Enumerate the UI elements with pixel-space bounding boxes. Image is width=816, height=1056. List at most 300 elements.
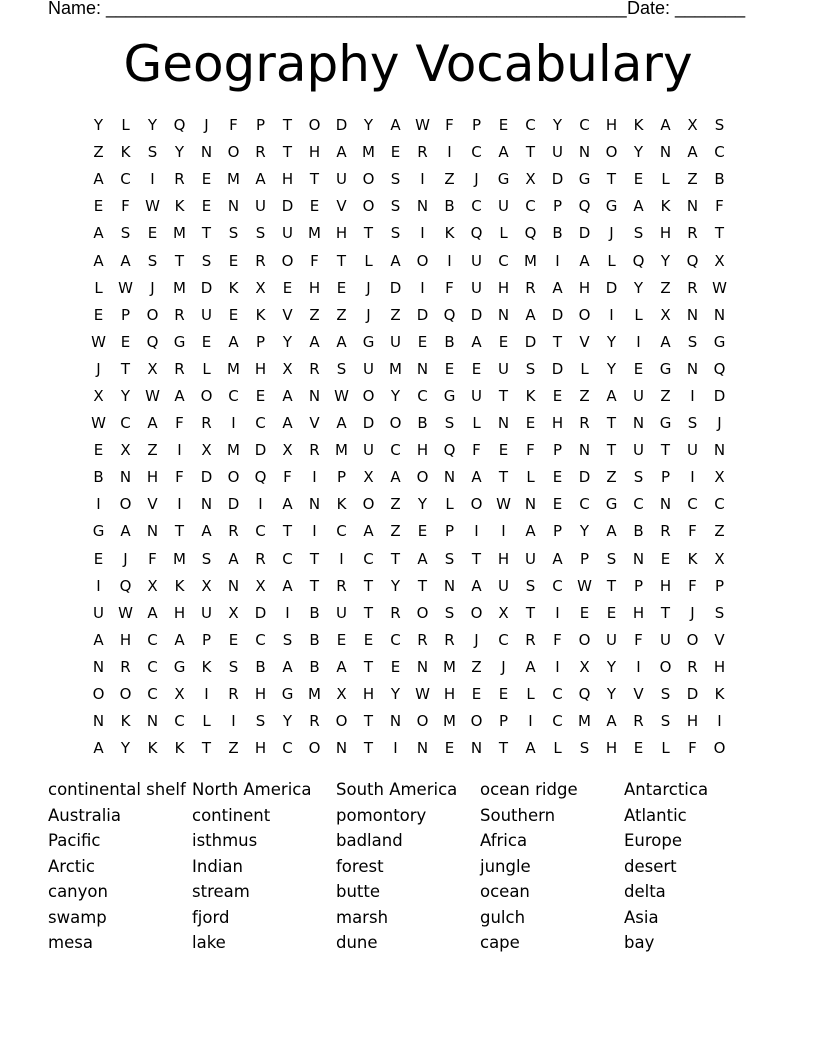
grid-letter[interactable]: I bbox=[204, 685, 209, 704]
grid-letter[interactable]: U bbox=[201, 305, 212, 324]
grid-letter[interactable]: D bbox=[200, 278, 213, 297]
grid-letter[interactable]: M bbox=[389, 359, 402, 378]
grid-letter[interactable]: M bbox=[173, 224, 186, 243]
grid-letter[interactable]: C bbox=[579, 495, 590, 514]
grid-letter[interactable]: U bbox=[606, 630, 617, 649]
grid-letter[interactable]: I bbox=[420, 170, 425, 189]
grid-letter[interactable]: G bbox=[362, 332, 375, 351]
grid-letter[interactable]: A bbox=[282, 495, 293, 514]
grid-letter[interactable]: F bbox=[175, 414, 184, 433]
grid-letter[interactable]: Z bbox=[336, 305, 347, 324]
grid-letter[interactable]: X bbox=[714, 468, 725, 487]
grid-letter[interactable]: F bbox=[553, 630, 562, 649]
grid-letter[interactable]: Y bbox=[633, 143, 644, 162]
grid-letter[interactable]: S bbox=[201, 549, 212, 568]
grid-letter[interactable]: N bbox=[632, 549, 645, 568]
grid-letter[interactable]: S bbox=[714, 603, 725, 622]
grid-letter[interactable]: D bbox=[254, 603, 267, 622]
grid-letter[interactable]: C bbox=[147, 685, 158, 704]
grid-letter[interactable]: H bbox=[713, 657, 726, 676]
grid-letter[interactable]: A bbox=[390, 251, 401, 270]
grid-letter[interactable]: P bbox=[201, 630, 212, 649]
grid-letter[interactable]: L bbox=[661, 739, 670, 758]
grid-letter[interactable]: S bbox=[444, 549, 455, 568]
grid-letter[interactable]: E bbox=[498, 116, 509, 135]
grid-letter[interactable]: T bbox=[201, 739, 212, 758]
grid-letter[interactable]: N bbox=[335, 739, 348, 758]
grid-letter[interactable]: E bbox=[552, 495, 563, 514]
grid-letter[interactable]: P bbox=[471, 116, 482, 135]
grid-letter[interactable]: R bbox=[417, 630, 428, 649]
grid-letter[interactable]: T bbox=[498, 739, 509, 758]
grid-letter[interactable]: X bbox=[579, 657, 590, 676]
grid-letter[interactable]: W bbox=[91, 414, 106, 433]
name-field[interactable]: Name: ____________________________________________________ bbox=[48, 0, 627, 18]
grid-letter[interactable]: J bbox=[366, 278, 371, 297]
grid-letter[interactable]: O bbox=[686, 630, 699, 649]
grid-letter[interactable]: D bbox=[389, 278, 402, 297]
grid-letter[interactable]: P bbox=[552, 441, 563, 460]
grid-letter[interactable]: A bbox=[525, 305, 536, 324]
grid-letter[interactable]: R bbox=[255, 549, 266, 568]
grid-letter[interactable]: H bbox=[254, 739, 267, 758]
grid-letter[interactable]: O bbox=[362, 170, 375, 189]
grid-letter[interactable]: A bbox=[552, 278, 563, 297]
grid-letter[interactable]: R bbox=[579, 414, 590, 433]
grid-letter[interactable]: Y bbox=[660, 251, 671, 270]
grid-letter[interactable]: T bbox=[174, 522, 185, 541]
grid-letter[interactable]: U bbox=[660, 630, 671, 649]
grid-letter[interactable]: A bbox=[471, 332, 482, 351]
grid-letter[interactable]: O bbox=[308, 116, 321, 135]
grid-letter[interactable]: N bbox=[659, 495, 672, 514]
grid-letter[interactable]: H bbox=[605, 739, 618, 758]
grid-letter[interactable]: U bbox=[336, 603, 347, 622]
grid-letter[interactable]: Q bbox=[470, 224, 483, 243]
grid-letter[interactable]: X bbox=[363, 468, 374, 487]
grid-letter[interactable]: B bbox=[309, 630, 320, 649]
grid-letter[interactable]: E bbox=[471, 685, 482, 704]
grid-letter[interactable]: F bbox=[445, 278, 454, 297]
grid-letter[interactable]: I bbox=[339, 549, 344, 568]
grid-letter[interactable]: S bbox=[660, 712, 671, 731]
grid-letter[interactable]: S bbox=[228, 224, 239, 243]
grid-letter[interactable]: N bbox=[713, 305, 726, 324]
grid-letter[interactable]: U bbox=[471, 251, 482, 270]
grid-letter[interactable]: K bbox=[714, 685, 725, 704]
grid-letter[interactable]: H bbox=[551, 414, 564, 433]
grid-letter[interactable]: Z bbox=[606, 468, 617, 487]
grid-letter[interactable]: E bbox=[336, 630, 347, 649]
grid-letter[interactable]: O bbox=[416, 251, 429, 270]
grid-letter[interactable]: H bbox=[119, 630, 132, 649]
grid-letter[interactable]: E bbox=[390, 657, 401, 676]
grid-letter[interactable]: N bbox=[146, 712, 159, 731]
grid-letter[interactable]: G bbox=[173, 657, 186, 676]
grid-letter[interactable]: Z bbox=[228, 739, 239, 758]
grid-letter[interactable]: I bbox=[609, 305, 614, 324]
grid-letter[interactable]: E bbox=[633, 170, 644, 189]
grid-letter[interactable]: A bbox=[525, 739, 536, 758]
grid-letter[interactable]: A bbox=[336, 657, 347, 676]
grid-letter[interactable]: B bbox=[444, 197, 455, 216]
grid-letter[interactable]: H bbox=[254, 359, 267, 378]
grid-letter[interactable]: E bbox=[93, 305, 104, 324]
grid-letter[interactable]: A bbox=[309, 332, 320, 351]
grid-letter[interactable]: A bbox=[255, 170, 266, 189]
grid-letter[interactable]: I bbox=[447, 251, 452, 270]
grid-letter[interactable]: O bbox=[119, 495, 132, 514]
grid-letter[interactable]: A bbox=[93, 224, 104, 243]
grid-letter[interactable]: A bbox=[417, 549, 428, 568]
grid-letter[interactable]: T bbox=[660, 441, 671, 460]
grid-letter[interactable]: S bbox=[255, 224, 266, 243]
grid-letter[interactable]: H bbox=[686, 712, 699, 731]
grid-letter[interactable]: P bbox=[552, 522, 563, 541]
grid-letter[interactable]: O bbox=[227, 143, 240, 162]
grid-letter[interactable]: L bbox=[472, 414, 481, 433]
grid-letter[interactable]: Q bbox=[443, 441, 456, 460]
grid-letter[interactable]: Y bbox=[147, 116, 158, 135]
grid-letter[interactable]: I bbox=[177, 495, 182, 514]
grid-letter[interactable]: H bbox=[605, 116, 618, 135]
grid-letter[interactable]: B bbox=[309, 603, 320, 622]
grid-letter[interactable]: T bbox=[606, 576, 617, 595]
grid-letter[interactable]: N bbox=[416, 657, 429, 676]
grid-letter[interactable]: E bbox=[228, 305, 239, 324]
grid-letter[interactable]: N bbox=[578, 441, 591, 460]
grid-letter[interactable]: A bbox=[201, 522, 212, 541]
grid-letter[interactable]: J bbox=[150, 278, 155, 297]
grid-letter[interactable]: T bbox=[606, 441, 617, 460]
grid-letter[interactable]: S bbox=[390, 170, 401, 189]
grid-letter[interactable]: G bbox=[443, 386, 456, 405]
grid-letter[interactable]: G bbox=[659, 359, 672, 378]
grid-letter[interactable]: N bbox=[227, 197, 240, 216]
grid-letter[interactable]: M bbox=[173, 549, 186, 568]
grid-letter[interactable]: Q bbox=[443, 305, 456, 324]
grid-letter[interactable]: K bbox=[687, 549, 698, 568]
grid-letter[interactable]: C bbox=[282, 739, 293, 758]
grid-letter[interactable]: C bbox=[255, 522, 266, 541]
grid-letter[interactable]: R bbox=[687, 657, 698, 676]
grid-letter[interactable]: Y bbox=[390, 386, 401, 405]
grid-letter[interactable]: F bbox=[229, 116, 238, 135]
grid-letter[interactable]: I bbox=[555, 657, 560, 676]
grid-letter[interactable]: P bbox=[255, 332, 266, 351]
grid-letter[interactable]: T bbox=[282, 143, 293, 162]
grid-letter[interactable]: Y bbox=[120, 739, 131, 758]
grid-letter[interactable]: H bbox=[254, 685, 267, 704]
grid-letter[interactable]: G bbox=[713, 332, 726, 351]
grid-letter[interactable]: U bbox=[390, 332, 401, 351]
grid-letter[interactable]: Z bbox=[471, 657, 482, 676]
grid-letter[interactable]: M bbox=[227, 359, 240, 378]
grid-letter[interactable]: X bbox=[120, 441, 131, 460]
grid-letter[interactable]: O bbox=[416, 603, 429, 622]
grid-letter[interactable]: B bbox=[417, 414, 428, 433]
grid-letter[interactable]: S bbox=[606, 549, 617, 568]
grid-letter[interactable]: X bbox=[336, 685, 347, 704]
grid-letter[interactable]: E bbox=[660, 549, 671, 568]
grid-letter[interactable]: C bbox=[174, 712, 185, 731]
grid-letter[interactable]: I bbox=[312, 522, 317, 541]
grid-letter[interactable]: H bbox=[416, 441, 429, 460]
grid-letter[interactable]: A bbox=[336, 143, 347, 162]
grid-letter[interactable]: A bbox=[390, 116, 401, 135]
grid-letter[interactable]: Y bbox=[390, 685, 401, 704]
grid-letter[interactable]: A bbox=[336, 332, 347, 351]
grid-letter[interactable]: S bbox=[390, 224, 401, 243]
grid-letter[interactable]: C bbox=[255, 414, 266, 433]
grid-letter[interactable]: C bbox=[255, 630, 266, 649]
grid-letter[interactable]: T bbox=[363, 739, 374, 758]
grid-letter[interactable]: K bbox=[660, 197, 671, 216]
grid-letter[interactable]: D bbox=[578, 224, 591, 243]
grid-letter[interactable]: K bbox=[201, 657, 212, 676]
grid-letter[interactable]: S bbox=[147, 251, 158, 270]
grid-letter[interactable]: A bbox=[120, 251, 131, 270]
grid-letter[interactable]: E bbox=[444, 739, 455, 758]
grid-letter[interactable]: L bbox=[499, 224, 508, 243]
grid-letter[interactable]: O bbox=[470, 603, 483, 622]
grid-letter[interactable]: U bbox=[201, 603, 212, 622]
grid-letter[interactable]: G bbox=[281, 685, 294, 704]
grid-letter[interactable]: Z bbox=[687, 170, 698, 189]
grid-letter[interactable]: N bbox=[443, 468, 456, 487]
grid-letter[interactable]: X bbox=[660, 305, 671, 324]
grid-letter[interactable]: Y bbox=[282, 712, 293, 731]
grid-letter[interactable]: D bbox=[551, 305, 564, 324]
grid-letter[interactable]: J bbox=[123, 549, 128, 568]
grid-letter[interactable]: E bbox=[363, 630, 374, 649]
grid-letter[interactable]: U bbox=[363, 359, 374, 378]
grid-letter[interactable]: L bbox=[580, 359, 589, 378]
grid-letter[interactable]: E bbox=[309, 197, 320, 216]
grid-letter[interactable]: U bbox=[255, 197, 266, 216]
grid-letter[interactable]: N bbox=[713, 441, 726, 460]
grid-letter[interactable]: N bbox=[308, 386, 321, 405]
grid-letter[interactable]: T bbox=[498, 386, 509, 405]
grid-letter[interactable]: B bbox=[633, 522, 644, 541]
grid-letter[interactable]: S bbox=[714, 116, 725, 135]
grid-letter[interactable]: H bbox=[281, 170, 294, 189]
grid-letter[interactable]: X bbox=[282, 441, 293, 460]
grid-letter[interactable]: A bbox=[579, 251, 590, 270]
grid-letter[interactable]: C bbox=[120, 170, 131, 189]
grid-letter[interactable]: A bbox=[471, 468, 482, 487]
grid-letter[interactable]: L bbox=[202, 359, 211, 378]
grid-letter[interactable]: M bbox=[173, 278, 186, 297]
grid-letter[interactable]: D bbox=[578, 468, 591, 487]
grid-letter[interactable]: B bbox=[552, 224, 563, 243]
grid-letter[interactable]: K bbox=[174, 197, 185, 216]
grid-letter[interactable]: Y bbox=[606, 657, 617, 676]
grid-letter[interactable]: X bbox=[255, 278, 266, 297]
grid-letter[interactable]: R bbox=[336, 576, 347, 595]
grid-letter[interactable]: C bbox=[390, 441, 401, 460]
grid-letter[interactable]: N bbox=[497, 305, 510, 324]
grid-letter[interactable]: C bbox=[363, 549, 374, 568]
grid-letter[interactable]: N bbox=[308, 495, 321, 514]
grid-letter[interactable]: T bbox=[336, 251, 347, 270]
grid-letter[interactable]: J bbox=[366, 305, 371, 324]
grid-letter[interactable]: R bbox=[687, 278, 698, 297]
grid-letter[interactable]: O bbox=[227, 468, 240, 487]
grid-letter[interactable]: I bbox=[231, 712, 236, 731]
grid-letter[interactable]: A bbox=[282, 386, 293, 405]
grid-letter[interactable]: A bbox=[606, 712, 617, 731]
grid-letter[interactable]: L bbox=[661, 170, 670, 189]
grid-letter[interactable]: Q bbox=[578, 685, 591, 704]
grid-letter[interactable]: I bbox=[555, 251, 560, 270]
grid-letter[interactable]: C bbox=[714, 495, 725, 514]
grid-letter[interactable]: D bbox=[605, 278, 618, 297]
grid-letter[interactable]: O bbox=[416, 468, 429, 487]
grid-letter[interactable]: S bbox=[336, 359, 347, 378]
grid-letter[interactable]: C bbox=[633, 495, 644, 514]
grid-letter[interactable]: Y bbox=[417, 495, 428, 514]
grid-letter[interactable]: G bbox=[578, 170, 591, 189]
grid-letter[interactable]: O bbox=[578, 305, 591, 324]
grid-letter[interactable]: L bbox=[553, 739, 562, 758]
grid-letter[interactable]: Y bbox=[282, 332, 293, 351]
grid-letter[interactable]: T bbox=[471, 549, 482, 568]
grid-letter[interactable]: A bbox=[282, 576, 293, 595]
grid-letter[interactable]: X bbox=[525, 170, 536, 189]
grid-letter[interactable]: S bbox=[201, 251, 212, 270]
grid-letter[interactable]: G bbox=[92, 522, 105, 541]
grid-letter[interactable]: T bbox=[606, 170, 617, 189]
grid-letter[interactable]: Y bbox=[633, 278, 644, 297]
grid-letter[interactable]: A bbox=[660, 332, 671, 351]
grid-letter[interactable]: D bbox=[713, 386, 726, 405]
grid-letter[interactable]: M bbox=[227, 441, 240, 460]
grid-letter[interactable]: N bbox=[416, 739, 429, 758]
grid-letter[interactable]: N bbox=[686, 359, 699, 378]
grid-letter[interactable]: R bbox=[687, 224, 698, 243]
grid-letter[interactable]: J bbox=[474, 170, 479, 189]
grid-letter[interactable]: R bbox=[120, 657, 131, 676]
grid-letter[interactable]: C bbox=[525, 116, 536, 135]
grid-letter[interactable]: C bbox=[147, 630, 158, 649]
grid-letter[interactable]: N bbox=[686, 305, 699, 324]
grid-letter[interactable]: G bbox=[497, 170, 510, 189]
grid-letter[interactable]: C bbox=[282, 549, 293, 568]
grid-letter[interactable]: O bbox=[362, 495, 375, 514]
grid-letter[interactable]: S bbox=[444, 414, 455, 433]
grid-letter[interactable]: X bbox=[147, 359, 158, 378]
grid-letter[interactable]: O bbox=[200, 386, 213, 405]
grid-letter[interactable]: E bbox=[498, 685, 509, 704]
grid-letter[interactable]: F bbox=[472, 441, 481, 460]
grid-letter[interactable]: A bbox=[498, 143, 509, 162]
grid-letter[interactable]: D bbox=[362, 414, 375, 433]
grid-letter[interactable]: R bbox=[228, 522, 239, 541]
grid-letter[interactable]: W bbox=[415, 685, 430, 704]
grid-letter[interactable]: I bbox=[393, 739, 398, 758]
grid-letter[interactable]: T bbox=[552, 332, 563, 351]
grid-letter[interactable]: A bbox=[282, 414, 293, 433]
grid-letter[interactable]: R bbox=[444, 630, 455, 649]
grid-letter[interactable]: N bbox=[416, 197, 429, 216]
grid-letter[interactable]: A bbox=[552, 549, 563, 568]
grid-letter[interactable]: N bbox=[416, 359, 429, 378]
grid-letter[interactable]: E bbox=[93, 549, 104, 568]
grid-letter[interactable]: W bbox=[712, 278, 727, 297]
grid-letter[interactable]: C bbox=[336, 522, 347, 541]
grid-letter[interactable]: D bbox=[686, 685, 699, 704]
grid-letter[interactable]: Z bbox=[147, 441, 158, 460]
grid-letter[interactable]: Z bbox=[444, 170, 455, 189]
grid-letter[interactable]: N bbox=[389, 712, 402, 731]
grid-letter[interactable]: I bbox=[420, 278, 425, 297]
grid-letter[interactable]: S bbox=[444, 603, 455, 622]
grid-letter[interactable]: N bbox=[578, 143, 591, 162]
grid-letter[interactable]: E bbox=[93, 441, 104, 460]
grid-letter[interactable]: J bbox=[717, 414, 722, 433]
grid-letter[interactable]: D bbox=[335, 116, 348, 135]
grid-letter[interactable]: S bbox=[147, 143, 158, 162]
grid-letter[interactable]: U bbox=[471, 278, 482, 297]
grid-letter[interactable]: Q bbox=[686, 251, 699, 270]
grid-letter[interactable]: T bbox=[498, 468, 509, 487]
grid-letter[interactable]: G bbox=[605, 495, 618, 514]
grid-letter[interactable]: C bbox=[417, 386, 428, 405]
grid-letter[interactable]: A bbox=[93, 630, 104, 649]
grid-letter[interactable]: M bbox=[443, 657, 456, 676]
grid-letter[interactable]: S bbox=[228, 657, 239, 676]
grid-letter[interactable]: C bbox=[552, 712, 563, 731]
grid-letter[interactable]: I bbox=[231, 414, 236, 433]
grid-letter[interactable]: T bbox=[174, 251, 185, 270]
grid-letter[interactable]: Q bbox=[578, 197, 591, 216]
grid-letter[interactable]: F bbox=[526, 441, 535, 460]
grid-letter[interactable]: E bbox=[633, 739, 644, 758]
grid-letter[interactable]: B bbox=[444, 332, 455, 351]
grid-letter[interactable]: G bbox=[605, 197, 618, 216]
grid-letter[interactable]: E bbox=[228, 251, 239, 270]
grid-letter[interactable]: I bbox=[636, 332, 641, 351]
grid-letter[interactable]: O bbox=[389, 414, 402, 433]
grid-letter[interactable]: H bbox=[659, 576, 672, 595]
grid-letter[interactable]: E bbox=[417, 332, 428, 351]
grid-letter[interactable]: S bbox=[687, 332, 698, 351]
grid-letter[interactable]: L bbox=[364, 251, 373, 270]
grid-letter[interactable]: L bbox=[607, 251, 616, 270]
grid-letter[interactable]: S bbox=[120, 224, 131, 243]
grid-letter[interactable]: A bbox=[228, 332, 239, 351]
grid-letter[interactable]: P bbox=[498, 712, 509, 731]
grid-letter[interactable]: R bbox=[228, 685, 239, 704]
grid-letter[interactable]: R bbox=[633, 712, 644, 731]
grid-letter[interactable]: C bbox=[471, 143, 482, 162]
grid-letter[interactable]: Y bbox=[363, 116, 374, 135]
grid-letter[interactable]: L bbox=[526, 685, 535, 704]
grid-letter[interactable]: E bbox=[390, 143, 401, 162]
grid-letter[interactable]: F bbox=[688, 576, 697, 595]
grid-letter[interactable]: E bbox=[417, 522, 428, 541]
grid-letter[interactable]: Y bbox=[579, 522, 590, 541]
grid-letter[interactable]: I bbox=[717, 712, 722, 731]
grid-letter[interactable]: U bbox=[336, 170, 347, 189]
grid-letter[interactable]: Z bbox=[660, 278, 671, 297]
grid-letter[interactable]: D bbox=[470, 305, 483, 324]
grid-letter[interactable]: A bbox=[606, 386, 617, 405]
grid-letter[interactable]: O bbox=[713, 739, 726, 758]
grid-letter[interactable]: R bbox=[525, 630, 536, 649]
grid-letter[interactable]: E bbox=[282, 278, 293, 297]
